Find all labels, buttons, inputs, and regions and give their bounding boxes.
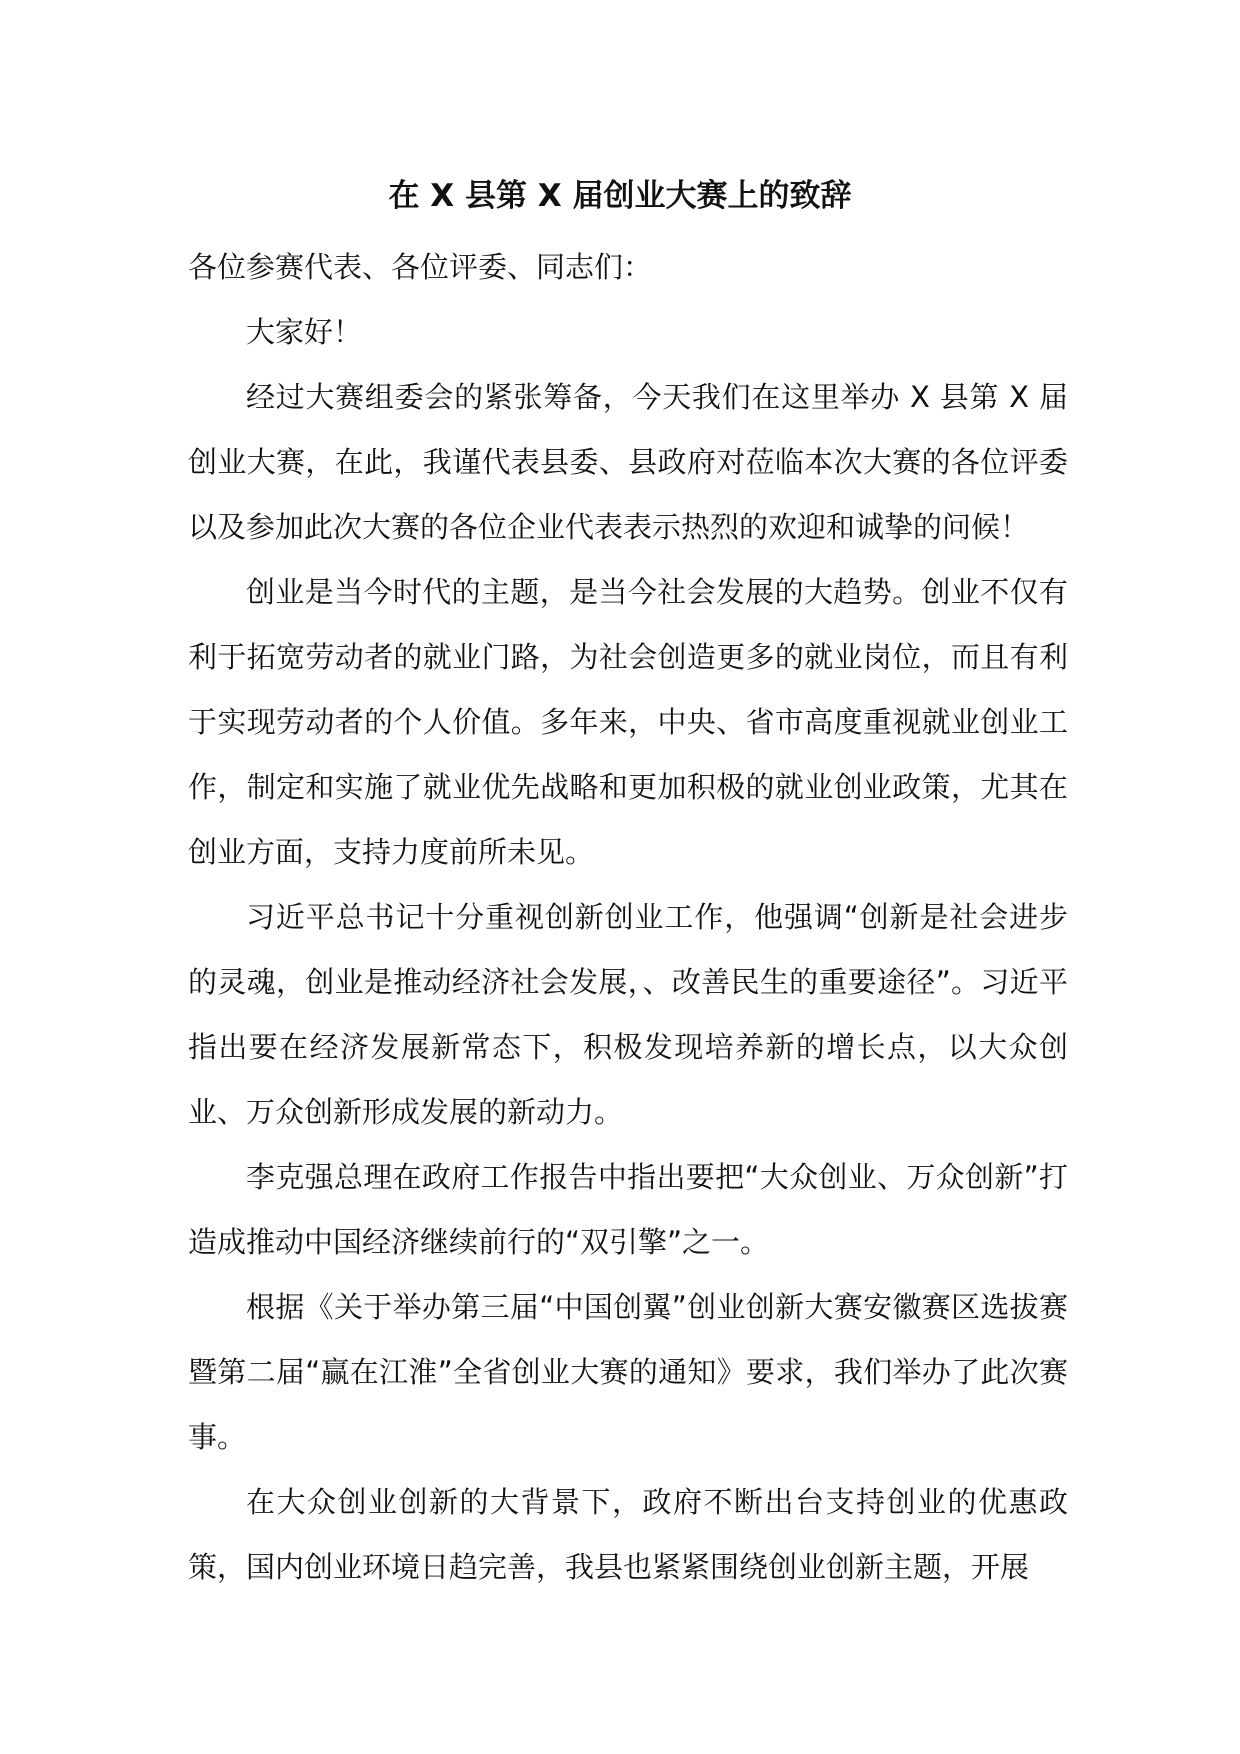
document-title: 在 X 县第 X 届创业大赛上的致辞 <box>388 178 852 214</box>
paragraph-xi-quote: 习近平总书记十分重视创新创业工作，他强调“创新是社会进步的灵魂，创业是推动经济社会发展，、改善民生的重要途径”。习近平指出要在经济发展新常态下，积极发现培养新的增长点，以大众创业、万众创新形成发展的新动力。 <box>188 900 1068 1129</box>
paragraph-greeting: 大家好！ <box>246 315 363 349</box>
paragraph-notice-basis: 根据《关于举办第三届“中国创翼”创业创新大赛安徽赛区选拔赛暨第二届“赢在江淮”全省创业大赛的通知》要求，我们举办了此次赛事。 <box>188 1290 1068 1454</box>
salutation: 各位参赛代表、各位评委、同志们： <box>188 250 653 284</box>
paragraph-opening: 经过大赛组委会的紧张筹备，今天我们在这里举办 X 县第 X 届创业大赛，在此，我谨代表县委、县政府对莅临本次大赛的各位评委以及参加此次大赛的各位企业代表表示热烈的欢迎和诚挚的问候！ <box>188 380 1068 544</box>
paragraph-li-report: 李克强总理在政府工作报告中指出要把“大众创业、万众创新”打造成推动中国经济继续前行的“双引擎”之一。 <box>188 1160 1068 1259</box>
paragraph-background: 在大众创业创新的大背景下，政府不断出台支持创业的优惠政策，国内创业环境日趋完善，我县也紧紧围绕创业创新主题，开展 <box>188 1485 1068 1584</box>
document-body <box>188 235 1068 1600</box>
paragraph-entrepreneurship-theme: 创业是当今时代的主题，是当今社会发展的大趋势。创业不仅有利于拓宽劳动者的就业门路，为社会创造更多的就业岗位，而且有利于实现劳动者的个人价值。多年来，中央、省市高度重视就业创业工作，制定和实施了就业优先战略和更加积极的就业创业政策，尤其在创业方面，支持力度前所未见。 <box>188 575 1068 869</box>
